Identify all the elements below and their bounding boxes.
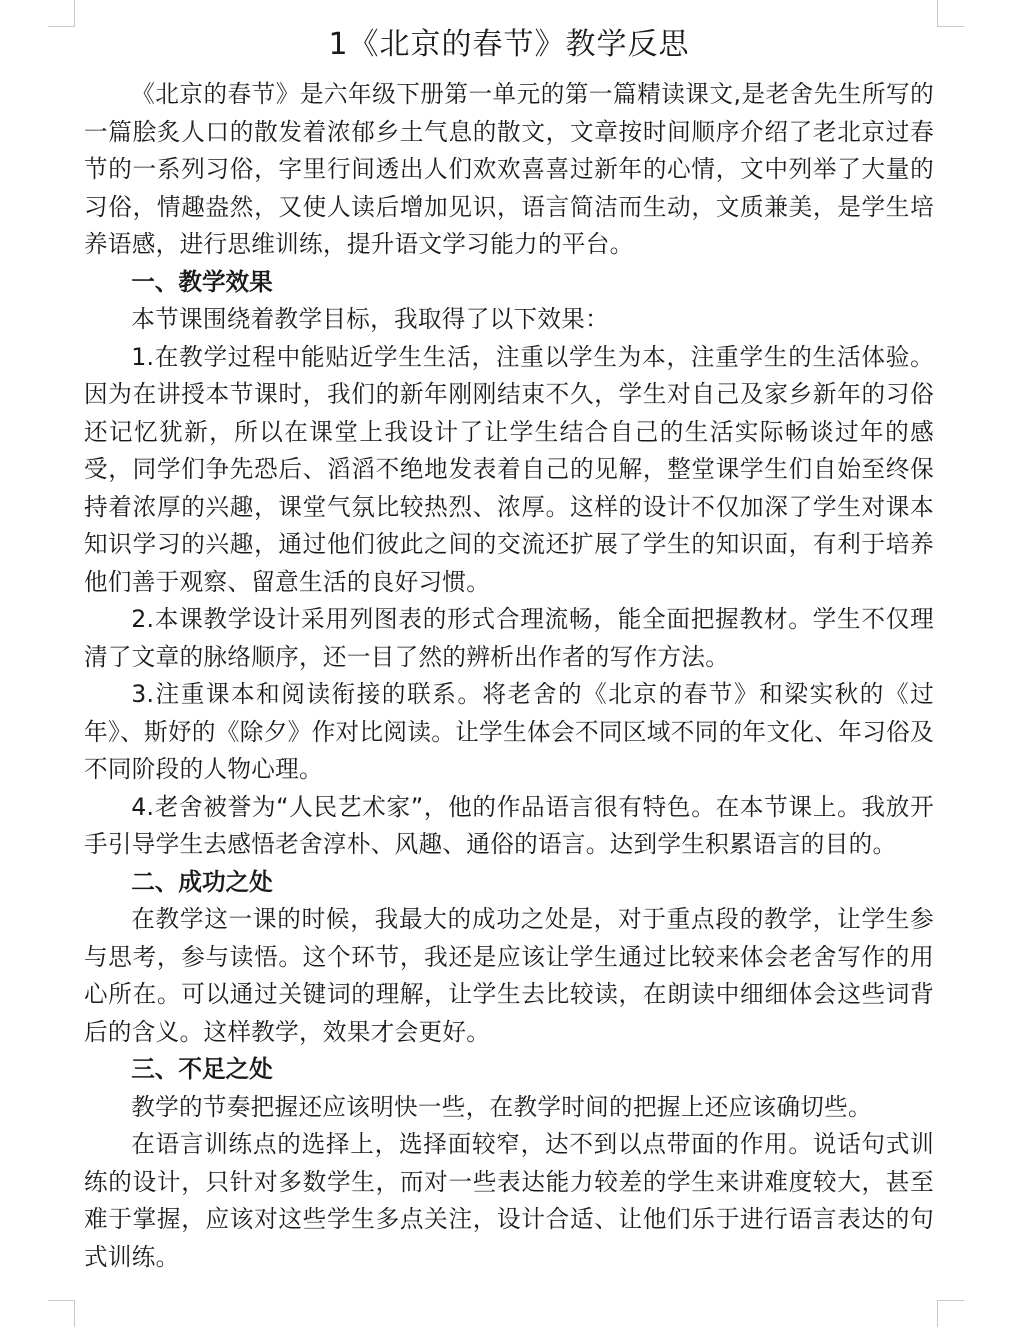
section1-point-3: 3.注重课本和阅读衔接的联系。将老舍的《北京的春节》和梁实秋的《过年》、斯妤的《除夕》作对比阅读。让学生体会不同区域不同的年文化、年习俗及不同阶段的人物心理。 (84, 680, 934, 783)
document-body (84, 20, 934, 1276)
section1-point-2: 2.本课教学设计采用列图表的形式合理流畅，能全面把握教材。学生不仅理清了文章的脉络顺序，还一目了然的辨析出作者的写作方法。 (84, 605, 934, 671)
crop-mark-bottom-left (48, 1300, 75, 1327)
section-heading-shortcomings: 三、不足之处 (131, 1055, 273, 1083)
section2-paragraph: 在教学这一课的时候，我最大的成功之处是，对于重点段的教学，让学生参与思考，参与读悟。这个环节，我还是应该让学生通过比较来体会老舍写作的用心所在。可以通过关键词的理解，让学生去比较读，在朗读中细细体会这些词背后的含义。这样教学，效果才会更好。 (84, 905, 934, 1046)
section-heading-teaching-effect: 一、教学效果 (131, 267, 273, 296)
intro-paragraph: 《北京的春节》是六年级下册第一单元的第一篇精读课文,是老舍先生所写的一篇脍炙人口的散发着浓郁乡土气息的散文，文章按时间顺序介绍了老北京过春节的一系列习俗，字里行间透出人们欢欢喜喜过新年的心情，文中列举了大量的习俗，情趣盎然，又使人读后增加见识，语言简洁而生动，文质兼美，是学生培养语感，进行思维训练，提升语文学习能力的平台。 (84, 80, 934, 258)
section1-point-1: 1.在教学过程中能贴近学生生活，注重以学生为本，注重学生的生活体验。因为在讲授本节课时，我们的新年刚刚结束不久，学生对自己及家乡新年的习俗还记忆犹新，所以在课堂上我设计了让学生结合自己的生活实际畅谈过年的感受，同学们争先恐后、滔滔不绝地发表着自己的见解，整堂课学生们自始至终保持着浓厚的兴趣，课堂气氛比较热烈、浓厚。这样的设计不仅加深了学生对课本知识学习的兴趣，通过他们彼此之间的交流还扩展了学生的知识面，有利于培养他们善于观察、留意生活的良好习惯。 (84, 342, 934, 596)
section1-lead-paragraph: 本节课围绕着教学目标，我取得了以下效果： (131, 305, 610, 333)
crop-mark-bottom-right (937, 1300, 964, 1327)
crop-mark-top-left (48, 0, 75, 27)
section1-point-4: 4.老舍被誉为“人民艺术家”，他的作品语言很有特色。在本节课上。我放开手引导学生去感悟老舍淳朴、风趣、通俗的语言。达到学生积累语言的目的。 (84, 792, 934, 858)
section3-paragraph-1: 教学的节奏把握还应该明快一些，在教学时间的把握上还应该确切些。 (131, 1092, 872, 1121)
document-title: 1《北京的春节》教学反思 (328, 27, 690, 62)
section-heading-success: 二、成功之处 (131, 867, 273, 896)
crop-mark-top-right (937, 0, 964, 27)
section3-paragraph-2: 在语言训练点的选择上，选择面较窄，达不到以点带面的作用。说话句式训练的设计，只针对多数学生，而对一些表达能力较差的学生来讲难度较大，甚至难于掌握，应该对这些学生多点关注，设计合适、让他们乐于进行语言表达的句式训练。 (84, 1130, 934, 1271)
